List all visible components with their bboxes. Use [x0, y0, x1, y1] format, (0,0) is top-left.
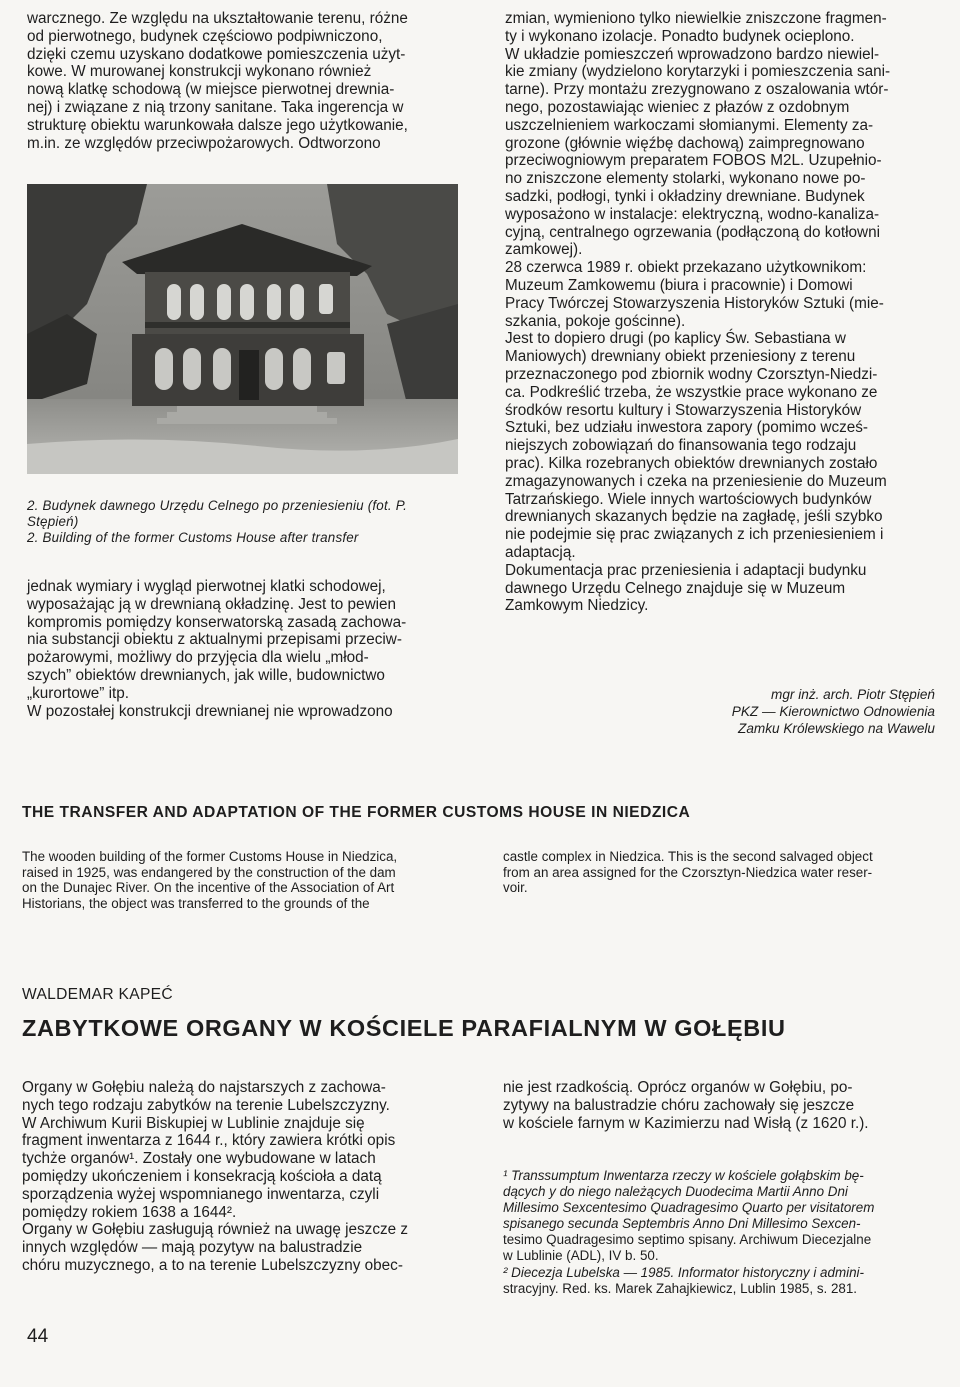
footnote-line: ² Diecezja Lubelska — 1985. Informator historyczny i admini- [503, 1265, 864, 1280]
wooden-house-image [27, 184, 458, 474]
left-column-bottom-paragraph [27, 578, 461, 720]
text-line: środków resortu kultury i Stowarzyszenia Historyków [505, 401, 862, 419]
text-line: adaptacją. [505, 543, 576, 561]
text-line: niejszych zobowiązań do finansowania tego rodzaju [505, 437, 857, 455]
text-line: voir. [503, 880, 528, 896]
text-line: warcznego. Ze względu na ukształtowanie terenu, różne [27, 10, 408, 27]
text-line: zytywy na balustradzie chóru zachowały się jeszcze [503, 1096, 855, 1114]
text-line: przeznaczonego pod zbiornik wodny Czorsztyn-Niedzi- [505, 365, 878, 383]
signature-line: PKZ — Kierownictwo Odnowienia [731, 704, 935, 719]
text-line: prac). Kilka rozebranych obiektów drewnianych zostało [505, 454, 878, 472]
text-line: od pierwotnego, budynek częściowo podpiwniczono, [27, 27, 383, 45]
text-line: tychże organów¹. Zostały one wybudowane w latach [22, 1150, 376, 1168]
text-line: szych” obiektów drewnianych, jak wille, budownictwo [27, 666, 385, 684]
text-line: wyposażając ją w drewnianą okładzinę. Jest to pewien [27, 595, 397, 613]
text-line: from an area assigned for the Czorsztyn-Niedzica water reser- [503, 864, 873, 880]
text-line: wyposażono w instalacje: elektryczną, wodno-kanaliza- [505, 205, 880, 223]
footnote-line: dących y do niego należących Duodecima Martii Anno Dni [503, 1184, 848, 1199]
text-line: Maniowych) drewniany obiekt przeniesiony z terenu [505, 348, 856, 366]
text-line: innych względów — mają pozytyw na balustradzie [22, 1239, 363, 1257]
text-line: The wooden building of the former Customs House in Niedzica, [22, 849, 398, 864]
text-line: Historians, the object was transferred to the grounds of the [22, 895, 370, 911]
text-line: Muzeum Zamkowemu (biura i pracownie) i Domowi [505, 276, 853, 294]
signature-line: Zamku Królewskiego na Wawelu [738, 721, 935, 736]
text-line: uszczelnieniem warkoczami słomianymi. Elementy za- [505, 116, 874, 134]
text-line: Organy w Gołębiu zasługują również na uwagę jeszcze z [22, 1221, 409, 1239]
text-line: kompromis pomiędzy konserwatorską zasadą zachowa- [27, 613, 407, 631]
text-line: cyjną, centralnego ogrzewania (podłączoną do kotłowni [505, 223, 881, 241]
text-line: jednak wymiary i wygląd pierwotnej klatki schodowej, [27, 578, 386, 595]
text-line: sporządzenia wyżej wspomnianego inwentarza, czyli [22, 1185, 380, 1203]
text-line: m.in. ze względów przeciwpożarowych. Odtworzono [27, 134, 381, 152]
text-line: W układzie pomieszczeń wprowadzono bardzo niewiel- [505, 45, 880, 63]
text-line: ty i wykonano izolacje. Ponadto budynek ocieplono. [505, 27, 855, 45]
english-summary-heading: THE TRANSFER AND ADAPTATION OF THE FORMER CUSTOMS HOUSE IN NIEDZICA [22, 804, 691, 821]
footnote-line: Millesimo Sexcentesimo Quadragesimo Quarto per visitatorem [503, 1200, 875, 1215]
text-line: zmagazynowanych i czeka na przeniesienie do Muzeum [505, 472, 887, 490]
footnote-line: spisanego secunda Septembris Anno Dni Millesimo Sexcen- [503, 1216, 861, 1231]
customs-house-photo [27, 184, 458, 474]
text-line: 28 czerwca 1989 r. obiekt przekazano użytkownikom: [505, 259, 867, 277]
text-line: kowe. W murowanej konstrukcji wykonano również [27, 63, 372, 81]
text-line: w kościele farnym w Kazimierzu nad Wisłą (z 1620 r.). [503, 1114, 869, 1132]
footnote-line: stracyjny. Red. ks. Marek Zahajkiewicz, Lublin 1985, s. 281. [503, 1281, 858, 1296]
text-line: sadzki, podłogi, tynki i okładziny drewniane. Budynek [505, 187, 865, 205]
text-line: „kurortowe” itp. [27, 684, 130, 702]
caption-polish-line: Stępień) [27, 514, 79, 529]
right-column-paragraph [505, 10, 939, 615]
text-line: grozone (głównie więźbę dachową) zaimpregnowano [505, 134, 865, 152]
signature-line: mgr inż. arch. Piotr Stępień [771, 687, 935, 702]
text-line: Dokumentacja prac przeniesienia i adaptacji budynku [505, 561, 867, 579]
text-line: raised in 1925, was endangered by the construction of the dam [22, 864, 396, 880]
text-line: nie jest rzadkością. Oprócz organów w Gołębiu, po- [503, 1079, 853, 1096]
article-title: ZABYTKOWE ORGANY W KOŚCIELE PARAFIALNYM W GOŁĘBIU [22, 1015, 786, 1041]
footnote-1 [503, 1168, 935, 1264]
text-line: dzięki czemu uzyskano dodatkowe pomieszczenia użyt- [27, 45, 406, 63]
english-summary-right [503, 849, 943, 896]
photo-caption [27, 498, 467, 546]
author-signature [600, 686, 935, 737]
text-line: drewnianych skazanych będzie na zagładę, jeśli szybko [505, 508, 883, 526]
text-line: nie podejmie się prac związanych z ich przeniesieniem i [505, 526, 884, 544]
text-line: no zniszczone elementy stolarki, wykonano nowe po- [505, 170, 866, 188]
article2-right-paragraph [503, 1079, 940, 1132]
text-line: Zamkowym Niedzicy. [505, 597, 649, 615]
text-line: Pracy Twórczej Stowarzyszenia Historyków Sztuki (mie- [505, 294, 884, 312]
text-line: szkania, pokoje gościnne). [505, 312, 686, 330]
footnote-line: w Lublinie (ADL), IV b. 50. [503, 1248, 659, 1263]
text-line: zmian, wymieniono tylko niewielkie zniszczone fragmen- [505, 10, 887, 27]
text-line: nej) i związane z nią trzony sanitane. Taka ingerencja w [27, 98, 404, 116]
text-line: Sztuki, bez udziału inwestora zapory (pomimo wcześ- [505, 419, 869, 437]
article-author: WALDEMAR KAPEĆ [22, 986, 173, 1003]
text-line: fragment inwentarza z 1644 r., który zawiera krótki opis [22, 1132, 396, 1150]
text-line: nową klatkę schodową (w miejsce pierwotnej drewnia- [27, 81, 395, 99]
footnote-line: ¹ Transsumptum Inwentarza rzeczy w kościele gołąbskim bę- [503, 1168, 864, 1183]
text-line: dawnego Urzędu Celnego znajduje się w Muzeum [505, 579, 846, 597]
text-line: Tatrzańskiego. Wiele innych wartościowych budynków [505, 490, 872, 508]
caption-polish-line: 2. Budynek dawnego Urzędu Celnego po przeniesieniu (fot. P. [27, 498, 408, 513]
text-line: nia substancji obiektu z aktualnymi przepisami przeciw- [27, 631, 402, 649]
text-line: tarne). Przy montażu zrezygnowano z oszalowania wtór- [505, 81, 889, 99]
text-line: pomiędzy rokiem 1638 a 1644². [22, 1203, 237, 1221]
text-line: castle complex in Niedzica. This is the second salvaged object [503, 849, 873, 864]
text-line: nego, pozostawiając wieniec z płazów z ozdobnym [505, 98, 850, 116]
text-line: chóru muzycznego, a to na terenie Lubelszczyzny obec- [22, 1256, 403, 1274]
text-line: on the Dunajec River. On the incentive of the Association of Art [22, 880, 395, 896]
left-column-top-paragraph [27, 10, 461, 152]
text-line: strukturę obiektu warunkowała dalsze jego użytkowanie, [27, 116, 408, 134]
article2-left-paragraph [22, 1079, 459, 1275]
text-line: Organy w Gołębiu należą do najstarszych z zachowa- [22, 1079, 386, 1096]
text-line: przeciwogniowym preparatem FOBOS M2L. Uzupełnio- [505, 152, 882, 170]
text-line: pożarowymi, możliwy do przyjęcia dla wielu „młod- [27, 649, 369, 667]
footnote-2 [503, 1265, 935, 1297]
english-summary-left [22, 849, 462, 911]
footnote-line: tesimo Quadragesimo septimo spisany. Archiwum Diecezjalne [503, 1232, 872, 1247]
text-line: pomiędzy ukończeniem i konsekracją kościoła a datą [22, 1167, 382, 1185]
text-line: W pozostałej konstrukcji drewnianej nie wprowadzono [27, 702, 393, 720]
text-line: Jest to dopiero drugi (po kaplicy Św. Sebastiana w [505, 330, 846, 348]
text-line: zamkowej). [505, 241, 583, 259]
text-line: W Archiwum Kurii Biskupiej w Lublinie znajduje się [22, 1114, 365, 1132]
text-line: nych tego rodzaju zabytków na terenie Lubelszczyzny. [22, 1096, 390, 1114]
caption-english: 2. Building of the former Customs House after transfer [27, 530, 359, 545]
text-line: kie zmiany (wydzielono korytarzyki i pomieszczenia sani- [505, 63, 891, 81]
text-line: ca. Podkreślić trzeba, że wszystkie prace wykonano ze [505, 383, 878, 401]
page-number: 44 [27, 1326, 49, 1347]
